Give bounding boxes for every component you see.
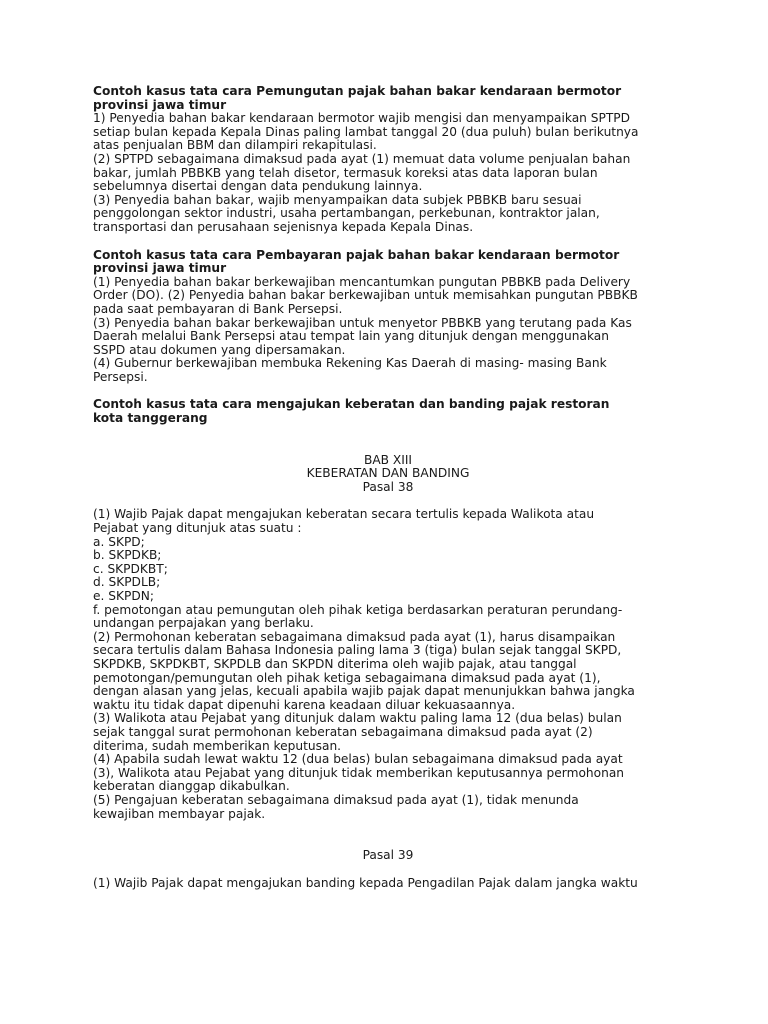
section-pembayaran [93, 249, 683, 385]
section-heading: Contoh kasus tata cara Pemungutan pajak bahan bakar kendaraan bermotor provinsi jawa timur [93, 84, 622, 112]
section-body: 1) Penyedia bahan bakar kendaraan bermotor wajib mengisi dan menyampaikan SPTPD setiap bulan kepada Kepala Dinas paling lambat tanggal 20 (dua puluh) bulan berikutnya atas penjualan BBM dan dilampiri rekapitulasi. (2) SPTPD sebagaimana dimaksud pada ayat (1) memuat data volume penjualan bahan bakar, jumlah PBBKB yang telah disetor, termasuk koreksi atas data laporan bulan sebelumnya disertai dengan data pendukung lainnya. (3) Penyedia bahan bakar, wajib menyampaikan data subjek PBBKB baru sesuai penggolongan sektor industri, usaha pertambangan, perkebunan, kontraktor jalan, transportasi dan perusahaan sejenisnya kepada Kepala Dinas. [93, 111, 639, 234]
article-38-body: (1) Wajib Pajak dapat mengajukan keberatan secara tertulis kepada Walikota atau Pejabat yang ditunjuk atas suatu : a. SKPD; b. SKPDKB; c. SKPDKBT; d. SKPDLB; e. SKPDN; f. pemotongan atau pemungutan oleh pihak ketiga berdasarkan peraturan perundang- undangan perpajakan yang berlaku. (2) Permohonan keberatan sebagaimana dimaksud pada ayat (1), harus disampaikan secara tertulis dalam Bahasa Indonesia paling lama 3 (tiga) bulan sejak tanggal SKPD, SKPDKB, SKPDKBT, SKPDLB dan SKPDN diterima oleh wajib pajak, atau tanggal pemotongan/pemungutan oleh pihak ketiga sebagaimana dimaksud pada ayat (1), dengan alasan yang jelas, kecuali apabila wajib pajak dapat menunjukkan bahwa jangka waktu itu tidak dapat dipenuhi karena keadaan diluar kekuasaannya. (3) Walikota atau Pejabat yang ditunjuk dalam waktu paling lama 12 (dua belas) bulan sejak tanggal surat permohonan keberatan sebagaimana dimaksud pada ayat (2) diterima, sudah memberikan keputusan. (4) Apabila sudah lewat waktu 12 (dua belas) bulan sebagaimana dimaksud pada ayat (3), Walikota atau Pejabat yang ditunjuk tidak memberikan keputusannya permohonan keberatan dianggap dikabulkan. (5) Pengajuan keberatan sebagaimana dimaksud pada ayat (1), tidak menunda kewajiban membayar pajak. [93, 507, 635, 821]
article-title: Pasal 38 [362, 479, 414, 494]
section-keberatan [93, 398, 683, 425]
section-pemungutan [93, 85, 683, 235]
section-body: (1) Penyedia bahan bakar berkewajiban mencantumkan pungutan PBBKB pada Delivery Order (DO). (2) Penyedia bahan bakar berkewajiban untuk memisahkan pungutan PBBKB pada saat pembayaran di Bank Persepsi. (3) Penyedia bahan bakar berkewajiban untuk menyetor PBBKB yang terutang pada Kas Daerah melalui Bank Persepsi atau tempat lain yang ditunjuk dengan menggunakan SSPD atau dokumen yang dipersamakan. (4) Gubernur berkewajiban membuka Rekening Kas Daerah di masing- masing Bank Persepsi. [93, 274, 638, 384]
article-39-body: (1) Wajib Pajak dapat mengajukan banding kepada Pengadilan Pajak dalam jangka waktu [93, 875, 638, 890]
chapter-header [93, 454, 683, 495]
article-title: Pasal 39 [362, 848, 414, 863]
section-heading: Contoh kasus tata cara Pembayaran pajak bahan bakar kendaraan bermotor provinsi jawa timur [93, 247, 620, 276]
chapter-number: BAB XIII [363, 452, 413, 467]
document-page [93, 85, 683, 890]
chapter-title: KEBERATAN DAN BANDING [306, 466, 470, 481]
section-heading: Contoh kasus tata cara mengajukan keberatan dan banding pajak restoran kota tanggerang [93, 397, 610, 426]
